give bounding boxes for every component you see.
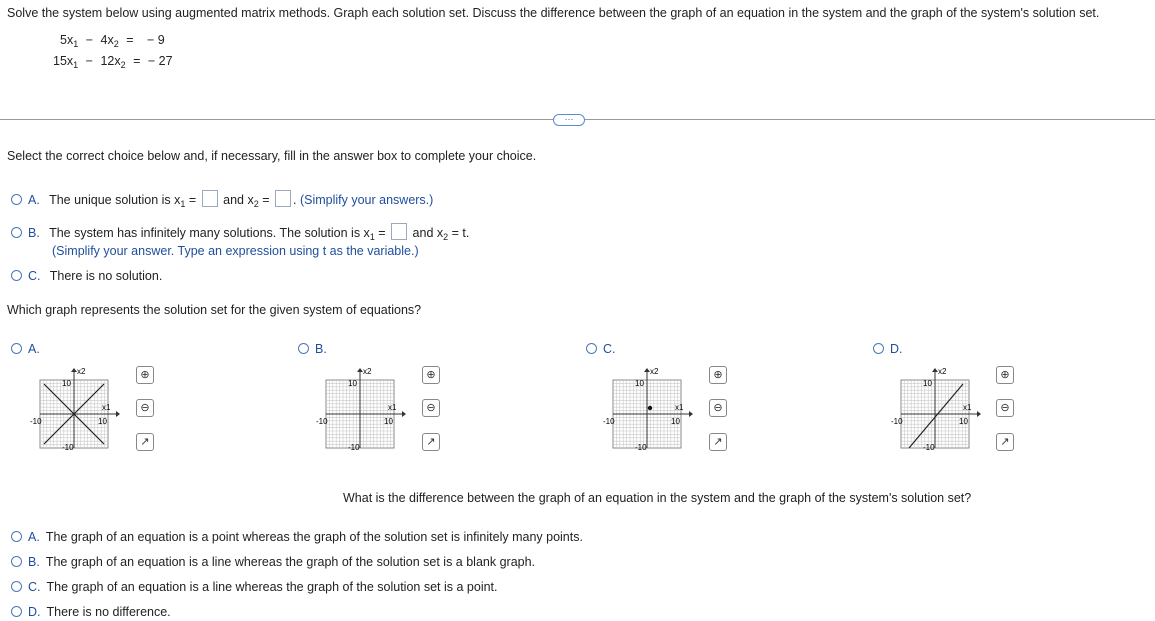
x1-axis-label: x1	[963, 403, 972, 412]
eq1-rhs: − 9	[147, 33, 165, 47]
radio-button[interactable]	[11, 581, 22, 592]
eq1-term2: 4x	[100, 33, 114, 47]
subscript: 2	[443, 232, 449, 242]
x-min-tick: -10	[30, 417, 42, 426]
q1-option-b[interactable]	[11, 223, 469, 242]
graph-d[interactable]	[891, 362, 991, 458]
radio-button[interactable]	[11, 556, 22, 567]
q1-option-b-hint: (Simplify your answer. Type an expression using t as the variable.)	[52, 244, 419, 258]
more-button[interactable]: ⋯	[553, 114, 585, 126]
x1-axis-label: x1	[675, 403, 684, 412]
graph-option-b[interactable]	[298, 342, 333, 356]
radio-button[interactable]	[873, 343, 884, 354]
option-letter: C.	[28, 580, 41, 594]
expand-icon[interactable]: ↗	[996, 433, 1014, 451]
option-text: The unique solution is x	[49, 193, 181, 207]
radio-button[interactable]	[11, 194, 22, 205]
graph-option-c[interactable]	[586, 342, 622, 356]
radio-button[interactable]	[11, 227, 22, 238]
y-min-tick: -10	[348, 443, 360, 452]
option-letter: D.	[28, 605, 41, 619]
q3-option-d[interactable]	[11, 605, 171, 619]
graph-c[interactable]	[603, 362, 703, 458]
expand-icon[interactable]: ↗	[136, 433, 154, 451]
x2-axis-label: x2	[77, 367, 86, 376]
q3-option-c[interactable]	[11, 580, 498, 594]
eq2-sub1: 1	[73, 60, 79, 70]
eq2-term2: 12x	[100, 54, 121, 68]
x-min-tick: -10	[891, 417, 903, 426]
eq2-equals: =	[133, 54, 141, 68]
option-text: The system has infinitely many solutions. The solution is x	[49, 226, 370, 240]
x-max-tick: 10	[671, 417, 680, 426]
eq2-term1: 15x	[53, 54, 74, 68]
zoom-in-icon[interactable]: ⊕	[136, 366, 154, 384]
eq1-op: −	[85, 33, 94, 47]
option-text: The graph of an equation is a line whereas the graph of the solution set is a blank graph.	[45, 555, 536, 569]
answer-box-x2[interactable]	[275, 190, 291, 207]
y-max-tick: 10	[62, 379, 71, 388]
subscript: 2	[253, 199, 259, 209]
expand-icon[interactable]: ↗	[709, 433, 727, 451]
equals: =	[374, 226, 390, 240]
zoom-in-icon[interactable]: ⊕	[996, 366, 1014, 384]
q3-prompt: What is the difference between the graph of an equation in the system and the graph of the system's solution set?	[343, 491, 972, 505]
zoom-in-icon[interactable]: ⊕	[709, 366, 727, 384]
radio-button[interactable]	[586, 343, 597, 354]
radio-button[interactable]	[11, 270, 22, 281]
x-min-tick: -10	[316, 417, 328, 426]
y-min-tick: -10	[62, 443, 74, 452]
eq1-equals: =	[126, 33, 134, 47]
radio-button[interactable]	[298, 343, 309, 354]
period: .	[293, 193, 300, 207]
option-letter: D.	[890, 342, 903, 356]
zoom-in-icon[interactable]: ⊕	[422, 366, 440, 384]
instructions: Solve the system below using augmented matrix methods. Graph each solution set. Discuss the difference between the graph of an equation in the system and the graph of the system's solution set.	[7, 6, 1100, 20]
q2-prompt: Which graph represents the solution set for the given system of equations?	[7, 303, 422, 317]
x2-axis-label: x2	[363, 367, 372, 376]
option-letter: C.	[28, 269, 41, 283]
equation-2	[53, 54, 173, 70]
subscript: 1	[369, 232, 375, 242]
graph-a[interactable]	[30, 362, 130, 458]
solution-point	[648, 406, 652, 410]
eq1-term1: 5x	[60, 33, 74, 47]
x2-axis-label: x2	[650, 367, 659, 376]
hint-text: (Simplify your answers.)	[299, 193, 434, 207]
option-text: There is no difference.	[46, 605, 171, 619]
x2-axis-label: x2	[938, 367, 947, 376]
x-arrow	[402, 411, 406, 417]
zoom-out-icon[interactable]: ⊖	[709, 399, 727, 417]
q1-prompt: Select the correct choice below and, if necessary, fill in the answer box to complete your choice.	[7, 149, 537, 163]
q1-option-a[interactable]	[11, 190, 433, 209]
x-max-tick: 10	[98, 417, 107, 426]
x-arrow	[977, 411, 981, 417]
x-max-tick: 10	[384, 417, 393, 426]
option-letter: C.	[603, 342, 616, 356]
graph-b[interactable]	[316, 362, 416, 458]
x-arrow	[689, 411, 693, 417]
x1-axis-label: x1	[102, 403, 111, 412]
option-letter: A.	[28, 342, 40, 356]
option-text: = t.	[448, 226, 470, 240]
equals: =	[185, 193, 200, 207]
zoom-out-icon[interactable]: ⊖	[422, 399, 440, 417]
y-max-tick: 10	[348, 379, 357, 388]
y-min-tick: -10	[635, 443, 647, 452]
y-max-tick: 10	[923, 379, 932, 388]
eq1-sub2: 2	[113, 39, 119, 49]
q1-option-c[interactable]	[11, 269, 162, 283]
eq2-op: −	[85, 54, 93, 68]
q3-option-a[interactable]	[11, 530, 583, 544]
y-min-tick: -10	[923, 443, 935, 452]
option-letter: B.	[28, 226, 40, 240]
answer-box-x1[interactable]	[391, 223, 407, 240]
radio-button[interactable]	[11, 343, 22, 354]
x-max-tick: 10	[959, 417, 968, 426]
expand-icon[interactable]: ↗	[422, 433, 440, 451]
equals: =	[258, 193, 273, 207]
zoom-out-icon[interactable]: ⊖	[996, 399, 1014, 417]
radio-button[interactable]	[11, 606, 22, 617]
option-text: and x	[409, 226, 444, 240]
option-text: The graph of an equation is a point whereas the graph of the solution set is infinitely many points.	[45, 530, 583, 544]
zoom-out-icon[interactable]: ⊖	[136, 399, 154, 417]
option-text: and x	[219, 193, 254, 207]
x-arrow	[116, 411, 120, 417]
eq1-sub1: 1	[73, 39, 79, 49]
radio-button[interactable]	[11, 531, 22, 542]
y-max-tick: 10	[635, 379, 644, 388]
option-text: There is no solution.	[49, 269, 163, 283]
option-letter: A.	[28, 193, 40, 207]
subscript: 1	[180, 199, 186, 209]
q3-option-b[interactable]	[11, 555, 535, 569]
option-letter: B.	[315, 342, 327, 356]
option-letter: A.	[28, 530, 40, 544]
graph-option-a[interactable]	[11, 342, 46, 356]
graph-option-d[interactable]	[873, 342, 909, 356]
equation-1	[60, 33, 165, 49]
x-min-tick: -10	[603, 417, 615, 426]
x1-axis-label: x1	[388, 403, 397, 412]
option-text: The graph of an equation is a line whereas the graph of the solution set is a point.	[46, 580, 498, 594]
answer-box-x1[interactable]	[202, 190, 218, 207]
eq2-sub2: 2	[120, 60, 126, 70]
option-letter: B.	[28, 555, 40, 569]
eq2-rhs: − 27	[147, 54, 173, 68]
